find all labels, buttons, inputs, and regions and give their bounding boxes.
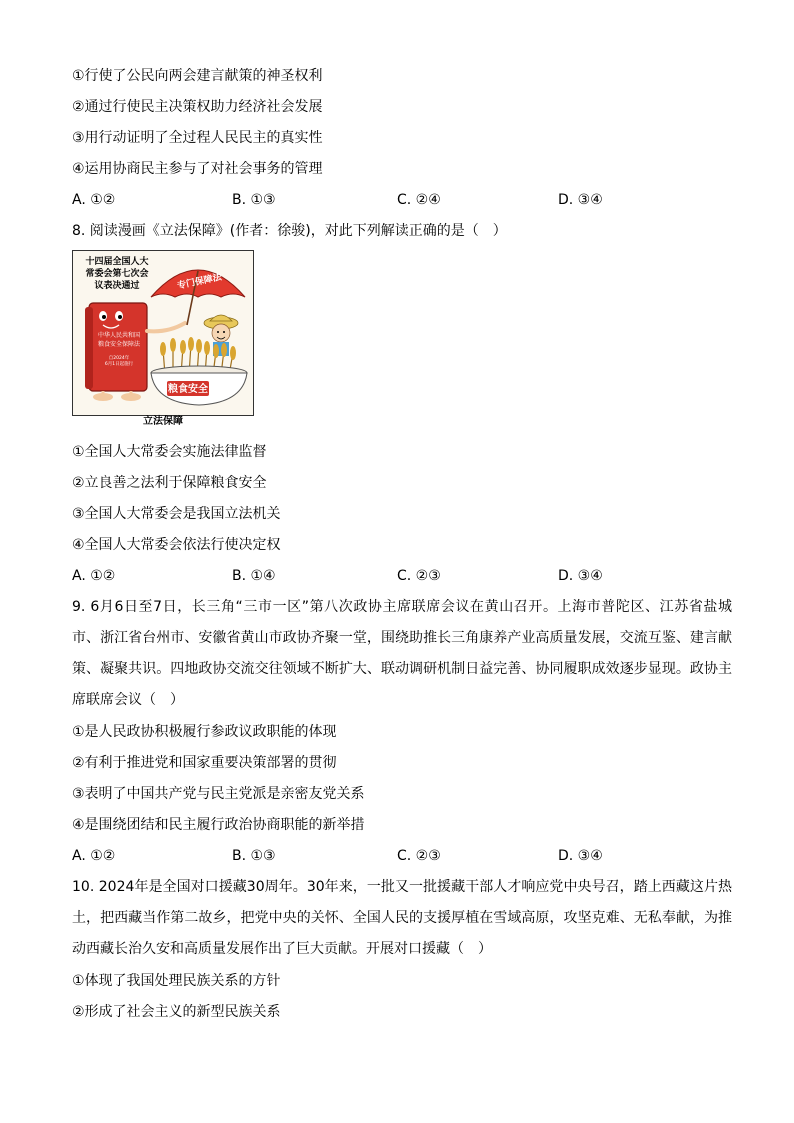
cartoon-book-date-2: 6月1日起施行	[104, 362, 134, 367]
q8-options	[72, 566, 732, 586]
q8-statement-4: ④全国人大常委会依法行使决定权	[72, 537, 281, 553]
q9-stem: 9. 6月6日至7日，长三角“三市一区”第八次政协主席联席会议在黄山召开。上海市普陀区、江苏省盐城市、浙江省台州市、安徽省黄山市政协齐聚一堂，围绕助推长三角康养产业高质量发展，交流互鉴、建言献策、凝聚共识。四地政协交流交往领域不断扩大、联动调研机制日益完善、协同履职成效逐步显现。政协主席联席会议（ ）	[72, 599, 732, 708]
q9-option-d[interactable]: D. ③④	[558, 848, 603, 864]
cartoon-book-line-1: 中华人民共和国	[97, 332, 141, 339]
cartoon-header-line-2: 常委会第七次会	[85, 269, 149, 279]
cartoon-caption: 立法保障	[143, 416, 183, 427]
q8-statement-3: ③全国人大常委会是我国立法机关	[72, 506, 281, 522]
bowl-illustration	[151, 366, 247, 405]
q8-statement-1: ①全国人大常委会实施法律监督	[72, 444, 267, 460]
q8-option-b[interactable]: B. ①④	[232, 568, 276, 584]
cartoon-legislative-protection	[72, 250, 254, 416]
q9-option-c[interactable]: C. ②③	[397, 848, 441, 864]
q9-statement-3: ③表明了中国共产党与民主党派是亲密友党关系	[72, 786, 365, 802]
cartoon-header-line-1: 十四届全国人大	[85, 257, 149, 267]
umbrella-illustration	[151, 270, 245, 325]
q7-option-a[interactable]: A. ①②	[72, 192, 116, 208]
q8-stem: 8. 阅读漫画《立法保障》(作者：徐骏)，对此下列解读正确的是（ ）	[72, 223, 507, 239]
q7-statement-4: ④运用协商民主参与了对社会事务的管理	[72, 161, 323, 177]
cartoon-book-date-1: 自2024年	[108, 356, 130, 361]
cartoon-umbrella-text: 专门保障法	[176, 272, 223, 292]
q9-statement-1: ①是人民政协积极履行参政议政职能的体现	[72, 724, 337, 740]
q7-statement-2: ②通过行使民主决策权助力经济社会发展	[72, 99, 323, 115]
q9-statement-2: ②有利于推进党和国家重要决策部署的贯彻	[72, 755, 337, 771]
q9-option-b[interactable]: B. ①③	[232, 848, 276, 864]
q8-statement-2: ②立良善之法利于保障粮食安全	[72, 475, 267, 491]
cartoon-header-line-3: 议表决通过	[94, 281, 140, 291]
q7-option-c[interactable]: C. ②④	[397, 192, 441, 208]
q10-statement-1: ①体现了我国处理民族关系的方针	[72, 973, 281, 989]
cartoon-bowl-text: 粮食安全	[168, 384, 208, 395]
q10-stem: 10. 2024年是全国对口援藏30周年。30年来，一批又一批援藏干部人才响应党中央号召，踏上西藏这片热土，把西藏当作第二故乡，把党中央的关怀、全国人民的支援厚植在雪域高原，攻坚克难、无私奉献，为推动西藏长治久安和高质量发展作出了巨大贡献。开展对口援藏（ ）	[72, 879, 732, 957]
q9-statement-4: ④是围绕团结和民主履行政治协商职能的新举措	[72, 817, 365, 833]
q10-statement-2: ②形成了社会主义的新型民族关系	[72, 1004, 281, 1020]
q7-option-d[interactable]: D. ③④	[558, 192, 603, 208]
q7-options	[72, 190, 732, 210]
cartoon-book-line-2: 粮食安全保障法	[97, 341, 141, 348]
q9-option-a[interactable]: A. ①②	[72, 848, 116, 864]
q7-statement-3: ③用行动证明了全过程人民民主的真实性	[72, 130, 323, 146]
q9-options	[72, 846, 732, 866]
q7-statement-1: ①行使了公民向两会建言献策的神圣权利	[72, 68, 323, 84]
q8-option-c[interactable]: C. ②③	[397, 568, 441, 584]
q8-option-a[interactable]: A. ①②	[72, 568, 116, 584]
q7-option-b[interactable]: B. ①③	[232, 192, 276, 208]
q8-option-d[interactable]: D. ③④	[558, 568, 603, 584]
